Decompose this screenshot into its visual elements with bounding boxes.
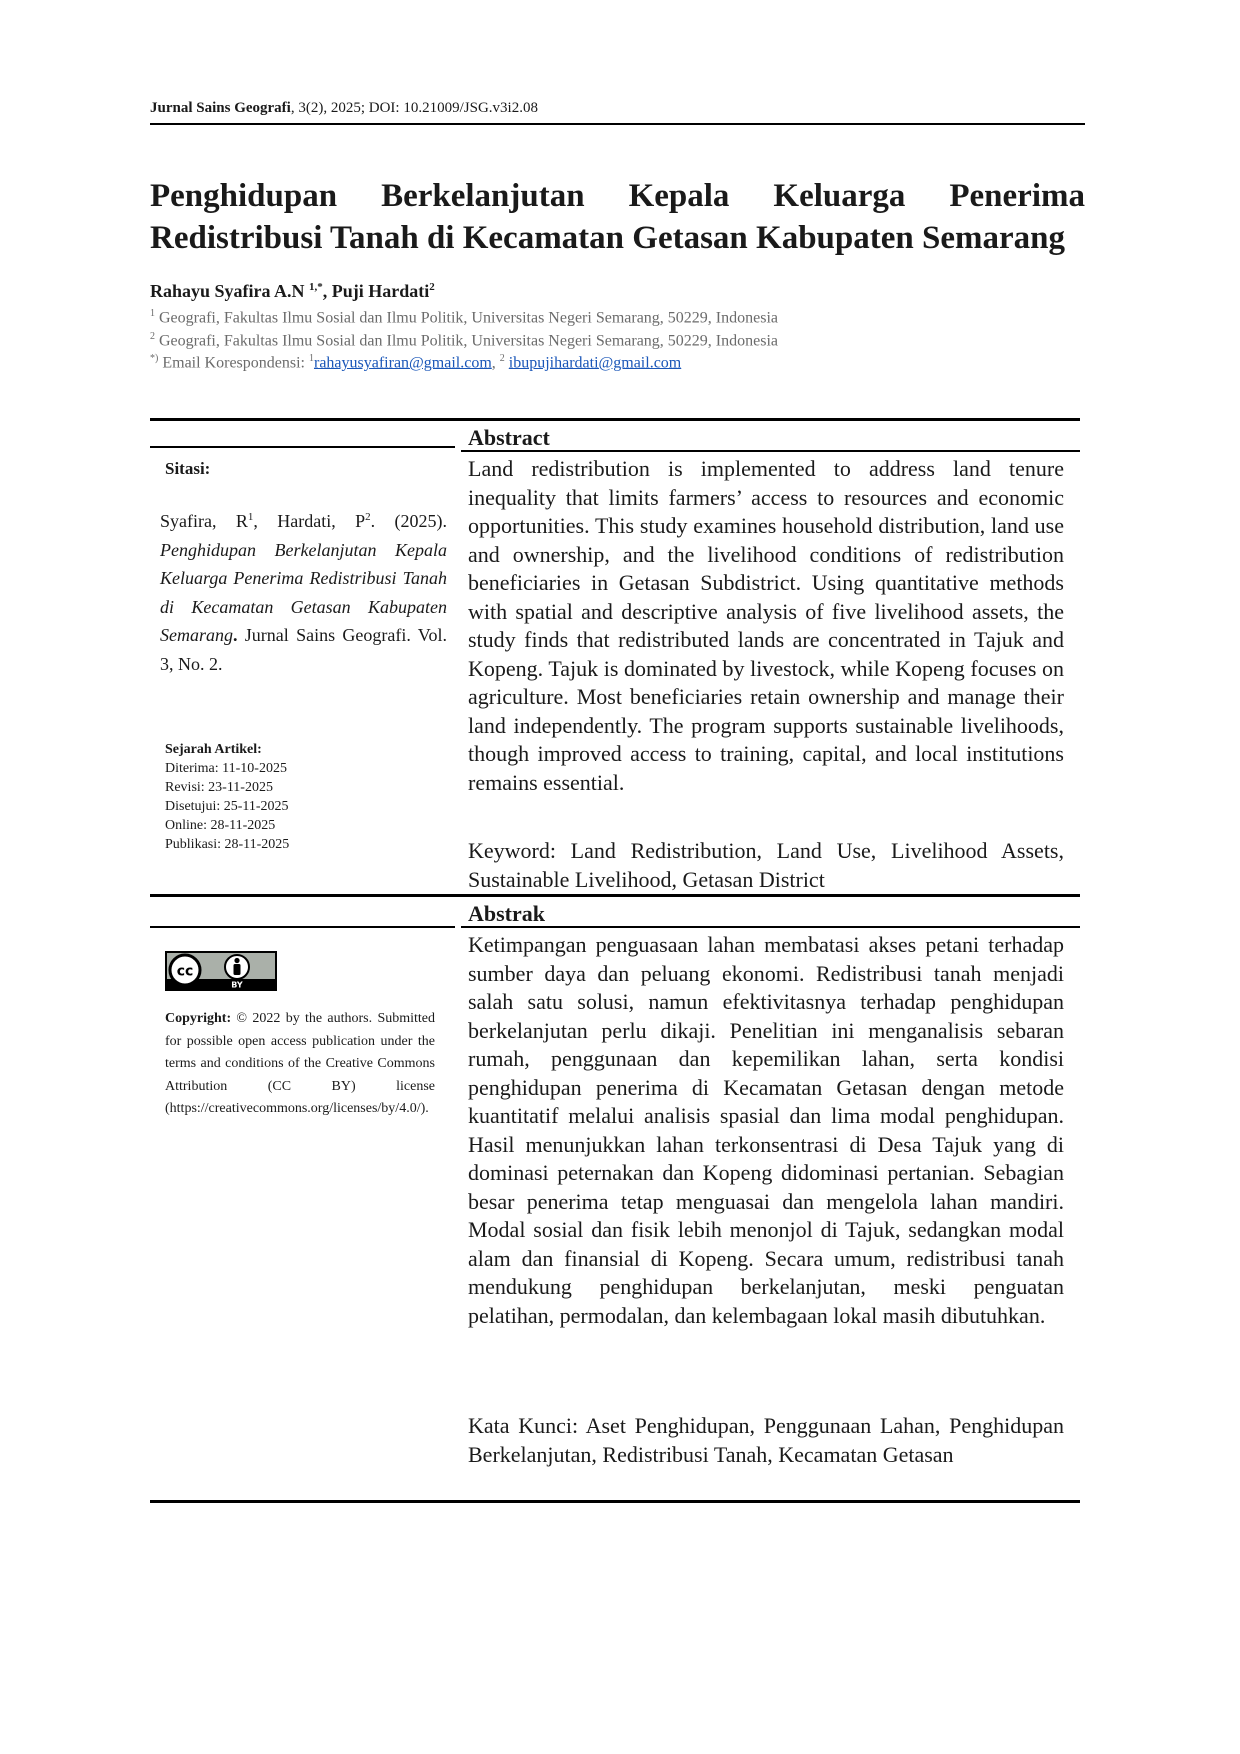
history-published: Publikasi: 28-11-2025 [165,837,290,852]
citation-year: . (2025). [370,511,447,531]
abstrak-heading-rule [461,926,1080,928]
citation-text [160,503,447,678]
citation-author-1: Syafira, R [160,511,248,531]
citation-mark-2: 2 [365,511,371,523]
history-label: Sejarah Artikel: [165,742,262,757]
citation-dot: . [233,625,238,645]
correspondence-line [150,353,681,372]
email-1-mark: 1 [308,353,314,364]
bottom-rule [150,1500,1080,1503]
cc-by-license-icon[interactable] [165,951,277,991]
affiliation-2-mark: 2 [150,331,155,342]
affiliation-1-text: Geografi, Fakultas Ilmu Sosial dan Ilmu Politik, Universitas Negeri Semarang, 50229, Indonesia [155,309,778,327]
cc-symbol: cc [176,963,194,980]
copyright-notice [165,1008,435,1121]
correspondence-mark: *) [150,353,159,364]
title-line-1: Penghidupan Berkelanjutan Kepala Keluarga Penerima [150,178,1085,214]
title-line-2: Redistribusi Tanah di Kecamatan Getasan Kabupaten Semarang [150,220,1065,256]
author-separator: , [322,281,332,301]
email-link-1[interactable]: rahayusyafiran@gmail.com [313,354,492,372]
author-list [150,281,435,302]
email-separator: , [491,354,500,372]
history-accepted: Disetujui: 25-11-2025 [165,799,289,814]
abstract-keywords: Keyword: Land Redistribution, Land Use, Livelihood Assets, Sustainable Livelihood, Getasan District [468,838,1064,892]
affiliation-2-text: Geografi, Fakultas Ilmu Sosial dan Ilmu Politik, Universitas Negeri Semarang, 50229, Indonesia [155,332,778,350]
copyright-label: Copyright: [165,1011,232,1026]
affiliation-1-mark: 1 [150,308,155,319]
abstract-heading: Abstract [468,425,550,450]
article-history [165,740,289,854]
citation-title: Penghidupan Berkelanjutan Kepala Keluarga Penerima Redistribusi Tanah di Kecamatan Getasan Kabupaten Semarang [160,539,447,645]
copyright-text: © 2022 by the authors. Submitted for possible open access publication under the terms and conditions of the Creative Commons Attribution (CC BY) license (https://creativecommons.org/licenses/by/4.0/). [165,1011,435,1116]
license-rule [150,926,455,928]
affiliation-1 [150,308,778,327]
author-2: Puji Hardati [331,281,430,301]
abstract-body: Land redistribution is implemented to address land tenure inequality that limits farmers’ access to resources and economic opportunities. This study examines household distribution, land use and ownership, and the livelihood conditions of redistribution beneficiaries in Getasan Subdistrict. Using quantitative methods with spatial and descriptive analysis of five livelihood assets, the study finds that redistributed lands are concentrated in Tajuk and Kopeng. Tajuk is dominated by livestock, while Kopeng focuses on agriculture. Most beneficiaries retain ownership and manage their land independently. The program supports sustainable livelihoods, though improved access to training, capital, and local institutions remains essential. [468,456,1064,795]
abstrak-body: Ketimpangan penguasaan lahan membatasi akses petani terhadap sumber daya dan peluang ekonomi. Redistribusi tanah menjadi salah satu solusi, namun efektivitasnya terhadap penghidupan berkelanjutan perlu dikaji. Penelitian ini menganalisis sebaran rumah, penggunaan dan kepemilikan lahan, serta kondisi penghidupan penerima di Kecamatan Getasan dengan metode kuantitatif melalui analisis spasial dan lima modal penghidupan. Hasil menunjukkan lahan terkonsentrasi di Desa Tajuk yang di dominasi peternakan dan Kopeng didominasi pertanian. Sebagian besar penerima tetap menguasai dan mengelola lahan mandiri. Modal sosial dan fisik lebih menonjol di Tajuk, sedangkan modal alam dan finansial di Kopeng. Secara umum, redistribusi tanah mendukung penghidupan berkelanjutan, meski penguatan pelatihan, permodalan, dan kelembagaan lokal masih dibutuhkan. [468,932,1064,1328]
correspondence-label: Email Korespondensi: [158,354,309,372]
citation-label: Sitasi: [165,459,211,478]
email-2-mark: 2 [499,353,505,364]
abstract-heading-rule [461,450,1080,452]
journal-info: , 3(2), 2025; DOI: 10.21009/JSG.v3i2.08 [290,100,538,116]
sitasi-rule [150,446,455,448]
citation-journal: Jurnal Sains Geografi. Vol. 3, No. 2. [160,625,447,674]
journal-name: Jurnal Sains Geografi [150,100,291,116]
middle-rule [150,894,1080,897]
citation-mark-1: 1 [247,511,254,523]
by-symbol: BY [231,980,243,989]
paper-title [150,175,1085,259]
author-1: Rahayu Syafira A.N [150,281,305,301]
history-revised: Revisi: 23-11-2025 [165,780,273,795]
author-1-affiliation-mark: 1,* [309,281,323,293]
history-online: Online: 28-11-2025 [165,818,276,833]
abstrak-heading: Abstrak [468,901,546,926]
author-2-affiliation-mark: 2 [429,281,435,293]
running-header [150,100,1085,125]
email-link-2[interactable]: ibupujihardati@gmail.com [508,354,682,372]
citation-author-2: , Hardati, P [253,511,366,531]
history-received: Diterima: 11-10-2025 [165,761,287,776]
top-rule [150,418,1080,421]
affiliation-2 [150,331,778,350]
abstrak-keywords: Kata Kunci: Aset Penghidupan, Penggunaan Lahan, Penghidupan Berkelanjutan, Redistribusi Tanah, Kecamatan Getasan [468,1413,1064,1467]
cc-by-license-graphic [167,953,275,989]
